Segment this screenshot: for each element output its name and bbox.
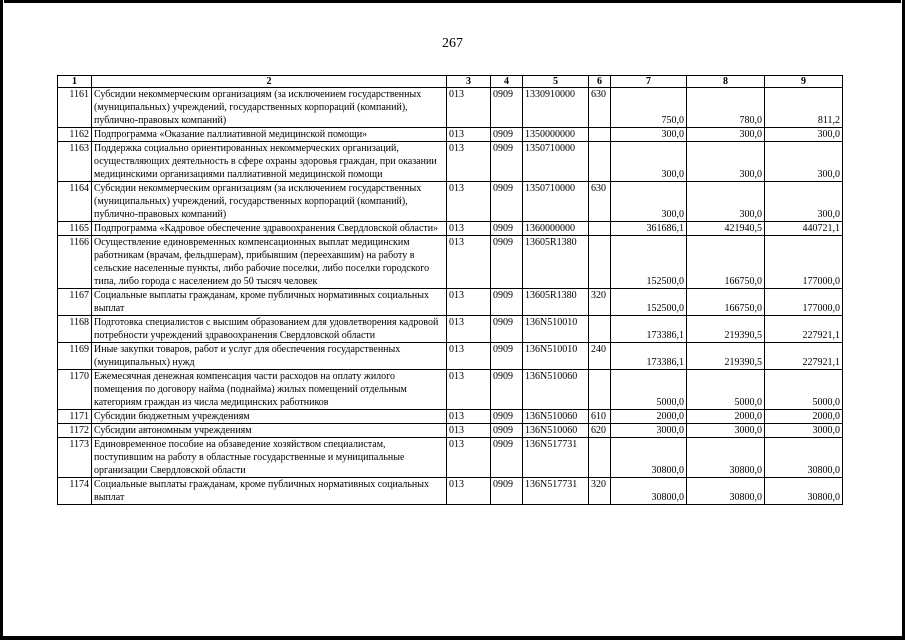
- row-target-code: 136N517731: [523, 478, 589, 505]
- row-value-year-1: 152500,0: [611, 289, 687, 316]
- row-target-code: 1350710000: [523, 142, 589, 182]
- row-ministry-code: 013: [447, 182, 491, 222]
- scan-frame-bottom: [0, 636, 905, 640]
- header-col-3: 3: [447, 76, 491, 88]
- row-expense-type: 620: [589, 424, 611, 438]
- row-value-year-2: 166750,0: [687, 289, 765, 316]
- table-row: [58, 343, 843, 370]
- row-name: Подпрограмма «Кадровое обеспечение здравоохранения Свердловской области»: [92, 222, 447, 236]
- row-value-year-2: 300,0: [687, 128, 765, 142]
- table-row: [58, 289, 843, 316]
- header-col-4: 4: [491, 76, 523, 88]
- table-row: [58, 370, 843, 410]
- row-value-year-3: 30800,0: [765, 438, 843, 478]
- table-row: [58, 410, 843, 424]
- row-section-code: 0909: [491, 236, 523, 289]
- table-row: [58, 128, 843, 142]
- row-expense-type: [589, 370, 611, 410]
- table-header-row: [58, 76, 843, 88]
- row-ministry-code: 013: [447, 478, 491, 505]
- row-ministry-code: 013: [447, 236, 491, 289]
- row-ministry-code: 013: [447, 222, 491, 236]
- table-row: [58, 142, 843, 182]
- row-value-year-3: 300,0: [765, 128, 843, 142]
- row-value-year-3: 227921,1: [765, 316, 843, 343]
- row-number: 1163: [58, 142, 92, 182]
- row-value-year-3: 177000,0: [765, 236, 843, 289]
- row-expense-type: [589, 236, 611, 289]
- row-name: Осуществление единовременных компенсационных выплат медицинским работникам (врачам, фельдшерам), прибывшим (переехавшим) на работу в сельские населенные пункты, либо рабочие поселки, либо поселки городского типа, либо города с населением до 50 тысяч человек: [92, 236, 447, 289]
- row-value-year-2: 2000,0: [687, 410, 765, 424]
- row-section-code: 0909: [491, 222, 523, 236]
- row-name: Иные закупки товаров, работ и услуг для обеспечения государственных (муниципальных) нужд: [92, 343, 447, 370]
- row-value-year-3: 2000,0: [765, 410, 843, 424]
- row-value-year-3: 3000,0: [765, 424, 843, 438]
- row-number: 1170: [58, 370, 92, 410]
- row-target-code: 136N510060: [523, 424, 589, 438]
- row-name: Субсидии бюджетным учреждениям: [92, 410, 447, 424]
- row-number: 1168: [58, 316, 92, 343]
- row-value-year-3: 227921,1: [765, 343, 843, 370]
- table-row: [58, 316, 843, 343]
- row-expense-type: 320: [589, 289, 611, 316]
- row-value-year-1: 300,0: [611, 182, 687, 222]
- row-ministry-code: 013: [447, 343, 491, 370]
- row-ministry-code: 013: [447, 128, 491, 142]
- row-name: Подготовка специалистов с высшим образованием для удовлетворения кадровой потребности учреждений здравоохранения Свердловской области: [92, 316, 447, 343]
- row-value-year-2: 5000,0: [687, 370, 765, 410]
- budget-table: [57, 75, 843, 505]
- header-col-2: 2: [92, 76, 447, 88]
- table-row: [58, 424, 843, 438]
- row-value-year-3: 811,2: [765, 88, 843, 128]
- header-col-7: 7: [611, 76, 687, 88]
- row-number: 1167: [58, 289, 92, 316]
- row-name: Субсидии некоммерческим организациям (за исключением государственных (муниципальных) учреждений, государственных корпораций (компаний), публично-правовых компаний): [92, 182, 447, 222]
- header-col-9: 9: [765, 76, 843, 88]
- row-value-year-1: 5000,0: [611, 370, 687, 410]
- row-value-year-2: 3000,0: [687, 424, 765, 438]
- row-name: Социальные выплаты гражданам, кроме публичных нормативных социальных выплат: [92, 478, 447, 505]
- row-section-code: 0909: [491, 316, 523, 343]
- row-target-code: 13605R1380: [523, 236, 589, 289]
- row-number: 1174: [58, 478, 92, 505]
- row-target-code: 1360000000: [523, 222, 589, 236]
- header-col-6: 6: [589, 76, 611, 88]
- row-value-year-2: 30800,0: [687, 478, 765, 505]
- row-section-code: 0909: [491, 88, 523, 128]
- row-value-year-2: 780,0: [687, 88, 765, 128]
- row-expense-type: 610: [589, 410, 611, 424]
- row-section-code: 0909: [491, 410, 523, 424]
- row-value-year-2: 219390,5: [687, 316, 765, 343]
- row-target-code: 136N510060: [523, 370, 589, 410]
- row-value-year-2: 30800,0: [687, 438, 765, 478]
- row-value-year-3: 440721,1: [765, 222, 843, 236]
- row-target-code: 136N510010: [523, 343, 589, 370]
- row-expense-type: [589, 128, 611, 142]
- header-col-1: 1: [58, 76, 92, 88]
- row-value-year-1: 3000,0: [611, 424, 687, 438]
- row-value-year-2: 219390,5: [687, 343, 765, 370]
- row-number: 1172: [58, 424, 92, 438]
- table-row: [58, 222, 843, 236]
- header-col-8: 8: [687, 76, 765, 88]
- row-expense-type: 630: [589, 182, 611, 222]
- header-col-5: 5: [523, 76, 589, 88]
- row-ministry-code: 013: [447, 410, 491, 424]
- row-section-code: 0909: [491, 289, 523, 316]
- row-expense-type: [589, 142, 611, 182]
- row-number: 1162: [58, 128, 92, 142]
- row-value-year-3: 300,0: [765, 142, 843, 182]
- row-target-code: 1350000000: [523, 128, 589, 142]
- row-name: Ежемесячная денежная компенсация части расходов на оплату жилого помещения по договору найма (поднайма) жилых помещений отдельным категориям граждан из числа медицинских работников: [92, 370, 447, 410]
- table-row: [58, 478, 843, 505]
- row-name: Социальные выплаты гражданам, кроме публичных нормативных социальных выплат: [92, 289, 447, 316]
- row-number: 1169: [58, 343, 92, 370]
- table-body: [58, 88, 843, 505]
- table-row: [58, 236, 843, 289]
- table-row: [58, 182, 843, 222]
- row-section-code: 0909: [491, 142, 523, 182]
- row-expense-type: [589, 222, 611, 236]
- row-target-code: 136N517731: [523, 438, 589, 478]
- row-ministry-code: 013: [447, 438, 491, 478]
- row-name: Субсидии автономным учреждениям: [92, 424, 447, 438]
- table-row: [58, 438, 843, 478]
- row-value-year-2: 166750,0: [687, 236, 765, 289]
- row-number: 1171: [58, 410, 92, 424]
- row-ministry-code: 013: [447, 424, 491, 438]
- row-value-year-1: 750,0: [611, 88, 687, 128]
- row-value-year-3: 30800,0: [765, 478, 843, 505]
- row-section-code: 0909: [491, 343, 523, 370]
- row-value-year-1: 30800,0: [611, 478, 687, 505]
- row-value-year-3: 5000,0: [765, 370, 843, 410]
- row-expense-type: [589, 438, 611, 478]
- row-number: 1166: [58, 236, 92, 289]
- row-target-code: 1330910000: [523, 88, 589, 128]
- row-value-year-1: 173386,1: [611, 316, 687, 343]
- row-number: 1173: [58, 438, 92, 478]
- row-name: Единовременное пособие на обзаведение хозяйством специалистам, поступившим на работу в областные государственные и муниципальные организации Свердловской области: [92, 438, 447, 478]
- scan-frame-top: [4, 0, 901, 3]
- row-section-code: 0909: [491, 438, 523, 478]
- row-value-year-2: 300,0: [687, 142, 765, 182]
- row-value-year-1: 30800,0: [611, 438, 687, 478]
- row-number: 1161: [58, 88, 92, 128]
- row-section-code: 0909: [491, 128, 523, 142]
- row-target-code: 1350710000: [523, 182, 589, 222]
- scan-frame-left: [0, 0, 3, 640]
- row-name: Подпрограмма «Оказание паллиативной медицинской помощи»: [92, 128, 447, 142]
- row-value-year-3: 300,0: [765, 182, 843, 222]
- row-ministry-code: 013: [447, 88, 491, 128]
- row-target-code: 13605R1380: [523, 289, 589, 316]
- row-value-year-1: 300,0: [611, 128, 687, 142]
- row-section-code: 0909: [491, 182, 523, 222]
- row-value-year-1: 2000,0: [611, 410, 687, 424]
- row-expense-type: 630: [589, 88, 611, 128]
- row-section-code: 0909: [491, 478, 523, 505]
- row-expense-type: 320: [589, 478, 611, 505]
- row-value-year-1: 173386,1: [611, 343, 687, 370]
- row-expense-type: 240: [589, 343, 611, 370]
- row-value-year-2: 421940,5: [687, 222, 765, 236]
- page-number: 267: [442, 36, 463, 51]
- table-row: [58, 88, 843, 128]
- row-value-year-2: 300,0: [687, 182, 765, 222]
- row-ministry-code: 013: [447, 289, 491, 316]
- row-value-year-3: 177000,0: [765, 289, 843, 316]
- row-number: 1164: [58, 182, 92, 222]
- row-value-year-1: 152500,0: [611, 236, 687, 289]
- row-target-code: 136N510010: [523, 316, 589, 343]
- row-value-year-1: 361686,1: [611, 222, 687, 236]
- row-number: 1165: [58, 222, 92, 236]
- row-name: Субсидии некоммерческим организациям (за исключением государственных (муниципальных) учреждений, государственных корпораций (компаний), публично-правовых компаний): [92, 88, 447, 128]
- row-expense-type: [589, 316, 611, 343]
- row-ministry-code: 013: [447, 142, 491, 182]
- row-section-code: 0909: [491, 370, 523, 410]
- row-section-code: 0909: [491, 424, 523, 438]
- row-name: Поддержка социально ориентированных некоммерческих организаций, осуществляющих деятельность в сфере охраны здоровья граждан, при оказании медицинскими организациями паллиативной медицинской помощи: [92, 142, 447, 182]
- row-target-code: 136N510060: [523, 410, 589, 424]
- row-value-year-1: 300,0: [611, 142, 687, 182]
- row-ministry-code: 013: [447, 370, 491, 410]
- row-ministry-code: 013: [447, 316, 491, 343]
